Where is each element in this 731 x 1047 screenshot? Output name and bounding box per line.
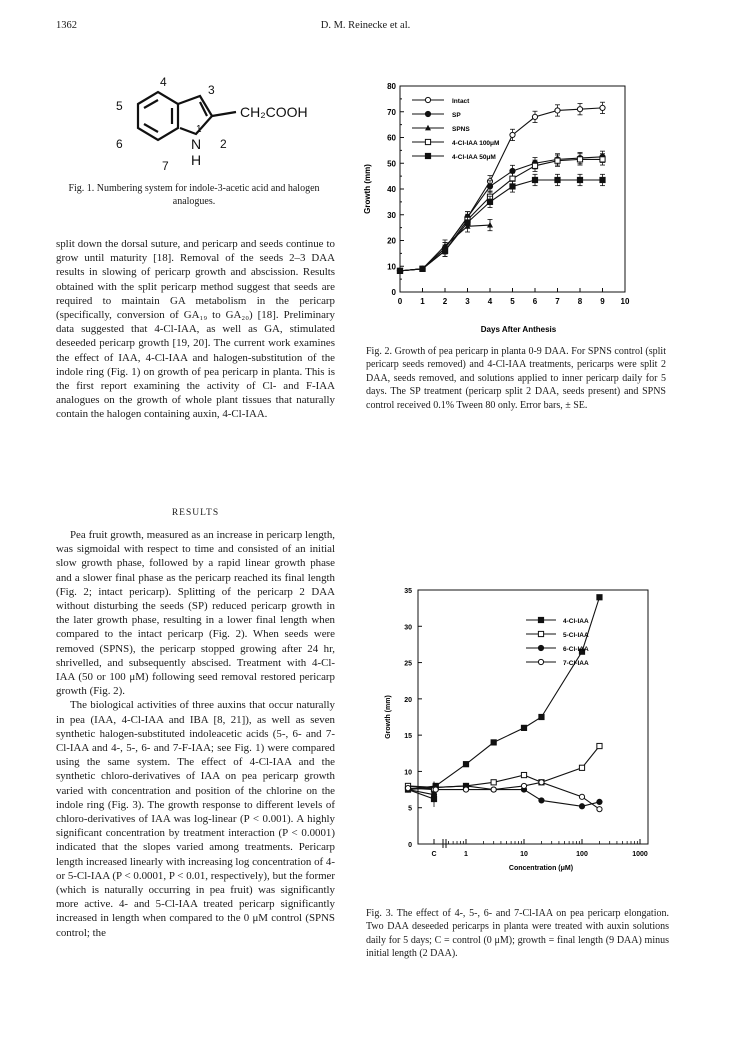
data-point <box>521 725 526 730</box>
data-point <box>420 266 425 271</box>
legend-label: 6-Cl-IAA <box>563 646 589 653</box>
data-point <box>491 780 496 785</box>
data-point <box>577 157 582 162</box>
results-text <box>56 528 335 940</box>
series-3 <box>397 154 605 274</box>
y-tick-label: 50 <box>387 159 396 169</box>
x-tick-label: 0 <box>397 297 403 306</box>
x-tick-label: 3 <box>465 297 470 306</box>
x-tick-label: 1 <box>464 851 468 858</box>
data-point <box>600 157 605 162</box>
y-tick-label: 25 <box>404 660 412 668</box>
x-tick-label: 5 <box>510 297 515 306</box>
position-2: 2 <box>220 137 227 151</box>
y-tick-label: 15 <box>404 733 412 741</box>
y-tick-label: 20 <box>404 696 412 704</box>
position-6: 6 <box>116 137 123 151</box>
data-point <box>600 105 605 110</box>
series-4 <box>397 174 605 273</box>
data-point <box>491 787 496 792</box>
paragraph-intro: split down the dorsal suture, and pericarp and seeds continue to grow until maturity [18]. Removal of the seeds 2–3 DAA results in slowing of pericarp growth and abscission. Results obtained with the split pericarp method suggest that seeds are required to maintain GA metabolism in the pericarp (specifically, conversion of GA₁₉ to GA₂₀) [18]. Preliminary data suggested that 4-Cl-IAA, as well as GA, stimulated deseeded pericarp growth [19, 20]. The current work examines the effect of IAA, 4-Cl-IAA and halogen-substitution of the indole ring (Fig. 1) on growth of pea pericarp in planta. This is the first report examining the activity of Cl- and F-IAA analogues on the growth of whole plant tissues that naturally contain the halogen containing auxin, 4-Cl-IAA. <box>56 238 335 421</box>
y-tick-label: 5 <box>408 805 412 813</box>
data-point <box>579 804 584 809</box>
page-number: 1362 <box>56 20 77 31</box>
x-tick-label: 6 <box>532 297 538 306</box>
data-point <box>521 783 526 788</box>
data-point <box>491 740 496 745</box>
data-point <box>597 807 602 812</box>
data-point <box>577 177 582 182</box>
intro-continued <box>56 237 335 422</box>
data-point <box>555 108 560 113</box>
y-tick-label: 10 <box>404 769 412 777</box>
legend-marker <box>538 617 543 622</box>
y-tick-label: 30 <box>404 624 412 632</box>
legend-label: 7-Cl-IAA <box>563 660 589 667</box>
data-point <box>600 177 605 182</box>
data-point <box>532 163 537 168</box>
y-tick-label: 10 <box>387 262 396 272</box>
legend-marker <box>538 645 543 650</box>
series-line <box>400 180 603 271</box>
legend-label: 4-Cl-IAA 50μM <box>452 154 496 161</box>
data-point <box>597 799 602 804</box>
data-point <box>487 199 492 204</box>
series-line <box>408 597 599 799</box>
fig2-caption: Fig. 2. Growth of pea pericarp in planta 0-9 DAA. For SPNS control (split pericarp seeds removed) and 4-Cl-IAA treatments, pericarps were split 2 DAA, seeds removed, and solutions applied to inner pericarp daily for 5 days. The SP treatment (pericarp split 2 DAA, seeds present) and SPNS control received 0.1% Tween 80 only. Error bars, ± SE. <box>366 346 666 411</box>
fig1-caption: Fig. 1. Numbering system for indole-3-acetic acid and halogen analogues. <box>68 183 320 208</box>
hydrogen-atom: H <box>191 152 202 168</box>
y-tick-label: 0 <box>408 842 412 849</box>
position-7: 7 <box>162 159 169 173</box>
y-tick-label: 0 <box>391 288 396 297</box>
legend-label: SPNS <box>452 126 470 133</box>
data-point <box>397 268 402 273</box>
data-point <box>487 184 492 189</box>
x-tick-label: 10 <box>620 297 630 306</box>
acetic-acid-substituent: CH₂COOH <box>240 104 308 120</box>
data-point <box>405 786 410 791</box>
paragraph-results-1: Pea fruit growth, measured as an increase in pericarp length, was sigmoidal with respect to time and consisted of an initial slow growth phase, followed by a rapid linear growth phase and a slower final phase as the pericarp reached its final length (Fig. 2; intact pericarp). Splitting of the pericarp 2 DAA without disturbing the seeds (SP) reduced pericarp growth in the later growth phase, resulting in a lower final length when compared to the intact pericarp (Fig. 2). When seeds were removed (SPNS), the pericarp stopped growing after 24 hr, shrivelled, and subsequently abscised. Treatment with 4-Cl-IAA (50 or 100 μM) following seed removal restored pericarp growth (Fig. 2). <box>56 529 335 698</box>
x-tick-label: 1000 <box>632 851 648 858</box>
data-point <box>442 248 447 253</box>
legend-marker <box>425 111 430 116</box>
fig3-chart <box>370 582 660 876</box>
x-tick-label: 10 <box>520 851 528 858</box>
x-tick-label: 1 <box>420 297 425 306</box>
fig3-caption: Fig. 3. The effect of 4-, 5-, 6- and 7-Cl-IAA on pea pericarp elongation. Two DAA deseeded pericarps in planta were treated with auxin solutions daily for 5 days; C = control (0 μM); growth = final length (9 DAA) minus initial length (2 DAA). <box>366 908 669 960</box>
legend-label: Intact <box>452 98 470 105</box>
series-line <box>400 157 603 271</box>
position-3: 3 <box>208 83 215 97</box>
running-title: D. M. Reinecke et al. <box>320 20 411 31</box>
x-tick-label: 7 <box>555 297 560 306</box>
legend-marker <box>538 659 543 664</box>
legend-label: SP <box>452 112 461 119</box>
plot-frame <box>418 590 648 844</box>
legend-label: 4-Cl-IAA 100μM <box>452 140 500 147</box>
y-tick-label: 80 <box>387 82 396 91</box>
results-heading: RESULTS <box>171 508 220 518</box>
series-line <box>400 108 603 271</box>
y-tick-label: 40 <box>387 185 396 194</box>
data-point <box>465 220 470 225</box>
y-axis-label: Growth (mm) <box>363 164 372 214</box>
data-point <box>577 107 582 112</box>
data-point <box>579 794 584 799</box>
x-tick-label: C <box>431 851 437 858</box>
indole-structure <box>100 76 340 176</box>
x-tick-label: 9 <box>600 297 605 306</box>
data-point <box>539 798 544 803</box>
series-line <box>400 159 603 270</box>
position-1: 1 <box>196 124 202 135</box>
legend-marker <box>425 97 430 102</box>
y-tick-label: 20 <box>387 236 396 246</box>
y-tick-label: 30 <box>387 210 396 220</box>
paragraph-results-2: The biological activities of three auxins that occur naturally in pea (IAA, 4-Cl-IAA and IBA [8, 21]), as well as seven synthetic halogen-substituted indoleacetic acids (5-, 6- and 7-Cl-IAA and 4-, 5-, 6- and 7-F-IAA; see Fig. 1) were compared using the same system. The effect of 4-Cl-IAA and the synthetic chloro-derivatives of IAA on pea pericarp growth varied with concentration and position of the chlorine on the indole ring (Fig. 3). The growth response to different levels of chloro-derivatives of IAA was log-linear (P < 0.001). A highly significant concentration by treatment interaction (P < 0.0001) indicated that the slopes varied among treatments. Pericarp length increased linearly with increasing log concentration of 4- or 5-Cl-IAA (P < 0.0001, P < 0.01, respectively), but the former (which is naturally occurring in pea fruit) was significantly more active. 4- and 5-Cl-IAA treated pericarp significantly increased in length when compared to the 0 μM control (SPNS control; the <box>56 699 335 939</box>
y-tick-label: 35 <box>404 588 412 595</box>
data-point <box>532 114 537 119</box>
data-point <box>510 184 515 189</box>
position-4: 4 <box>160 76 167 89</box>
data-point <box>539 780 544 785</box>
series-1 <box>397 151 605 273</box>
data-point <box>555 177 560 182</box>
x-tick-label: 8 <box>577 297 583 306</box>
data-point <box>433 787 438 792</box>
data-point <box>597 743 602 748</box>
x-axis-label: Concentration (μM) <box>508 865 574 872</box>
data-point <box>532 177 537 182</box>
data-point <box>539 714 544 719</box>
data-point <box>597 595 602 600</box>
legend-marker <box>425 139 430 144</box>
data-point <box>521 772 526 777</box>
data-point <box>510 132 515 137</box>
y-axis-label: Growth (mm) <box>385 695 392 739</box>
series-0 <box>405 595 602 807</box>
x-tick-label: 100 <box>576 851 588 858</box>
data-point <box>579 765 584 770</box>
legend-label: 4-Cl-IAA <box>563 618 589 625</box>
y-tick-label: 60 <box>387 133 396 143</box>
data-point <box>555 158 560 163</box>
x-tick-label: 4 <box>487 297 493 306</box>
legend-label: 5-Cl-IAA <box>563 632 589 639</box>
x-tick-label: 2 <box>442 297 448 306</box>
fig2-chart <box>350 78 680 340</box>
nitrogen-atom: N <box>191 136 202 152</box>
position-5: 5 <box>116 99 123 113</box>
legend-marker <box>425 153 430 158</box>
x-axis-label: Days After Anthesis <box>480 325 557 334</box>
y-tick-label: 70 <box>387 107 396 117</box>
data-point <box>463 787 468 792</box>
data-point <box>463 762 468 767</box>
legend-marker <box>538 631 543 636</box>
